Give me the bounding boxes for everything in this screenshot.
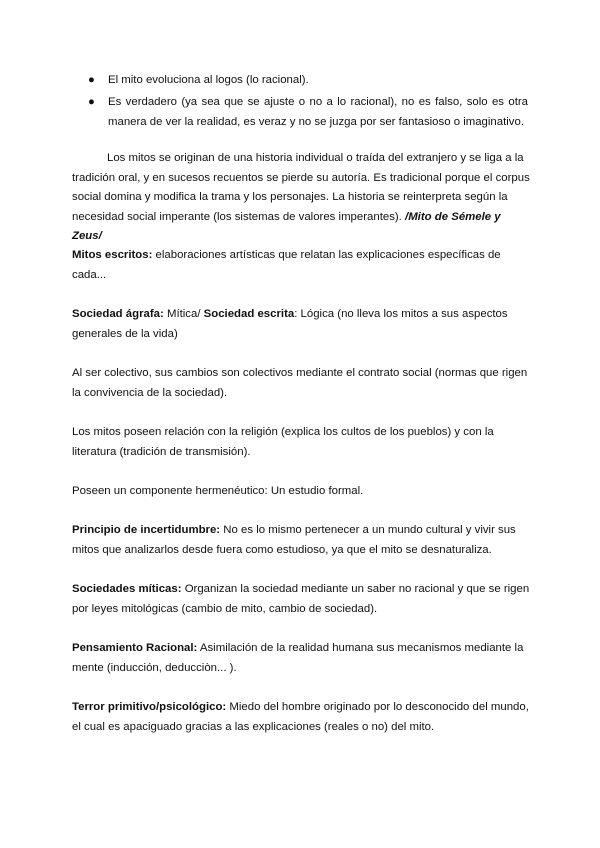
list-item — [88, 70, 528, 90]
term-label: Mitos escritos: — [72, 249, 153, 261]
bullet-icon: ● — [88, 74, 95, 86]
paragraph-incertidumbre — [72, 521, 532, 560]
paragraph-text: Miedo del hombre originado por lo desconocido del mundo, el cual es apaciguado gracias a las explicaciones (reales o no) del mito. — [72, 701, 529, 733]
term-label: Sociedad escrita — [203, 308, 295, 320]
paragraph-text: Los mitos se originan de una historia individual o traída del extranjero y se liga a la tradición oral, y en sucesos recuentos se pierde su autoría. Es tradicional porque el corpus social domina y modifica la trama y los personajes. La historia se reinterpreta según la necesidad social imperante (los sistemas de valores imperantes). — [72, 152, 530, 223]
emphasis-text: /Mito de Sémele y Zeus/ — [72, 210, 501, 242]
term-label: Terror primitivo/psicológico: — [72, 701, 227, 713]
bullet-text: El mito evoluciona al logos (lo racional). — [108, 74, 309, 86]
paragraph-terror-primitivo — [72, 698, 532, 737]
term-label: Principio de incertidumbre: — [72, 524, 221, 536]
term-label: Sociedad ágrafa: — [72, 308, 164, 320]
bullet-icon: ● — [88, 96, 95, 108]
paragraph-sociedad — [72, 305, 532, 344]
bullet-text: Es verdadero (ya sea que se ajuste o no a lo racional), no es falso, solo es otra manera de ver la realidad, es veraz y no se juzga por ser fantasioso o imaginativo. — [108, 96, 528, 128]
paragraph-text: Organizan la sociedad mediante un saber no racional y que se rigen por leyes mitológicas (cambio de mito, cambio de sociedad). — [72, 583, 530, 615]
paragraph-text: Mítica/ — [163, 308, 204, 320]
paragraph-religion: Los mitos poseen relación con la religión (explica los cultos de los pueblos) y con la literatura (tradición de transmisión). — [72, 426, 494, 458]
paragraph-colectivo: Al ser colectivo, sus cambios son colectivos mediante el contrato social (normas que rigen la convivencia de la sociedad). — [72, 367, 528, 399]
term-label: Pensamiento Racional: — [72, 642, 198, 654]
paragraph-mitos-escritos — [72, 246, 532, 285]
term-label: Sociedades míticas: — [72, 583, 182, 595]
paragraph-text: elaboraciones artísticas que relatan las explicaciones específicas de cada... — [72, 249, 501, 281]
paragraph-origin — [72, 149, 532, 247]
paragraph-text: No es lo mismo pertenecer a un mundo cultural y vivir sus mitos que analizarlos desde fuera como estudioso, ya que el mito se desnaturaliza. — [72, 524, 516, 556]
paragraph-hermeneutico: Poseen un componente hermenéutico: Un estudio formal. — [72, 485, 364, 497]
paragraph-text: Asimilación de la realidad humana sus mecanismos mediante la mente (inducción, deducciòn... ). — [72, 642, 524, 674]
paragraph-text: : Lógica (no lleva los mitos a sus aspectos generales de la vida) — [72, 308, 508, 340]
paragraph-sociedades-miticas — [72, 580, 532, 619]
bullet-list — [88, 70, 528, 132]
paragraph-pensamiento-racional — [72, 639, 532, 678]
list-item — [88, 92, 528, 132]
